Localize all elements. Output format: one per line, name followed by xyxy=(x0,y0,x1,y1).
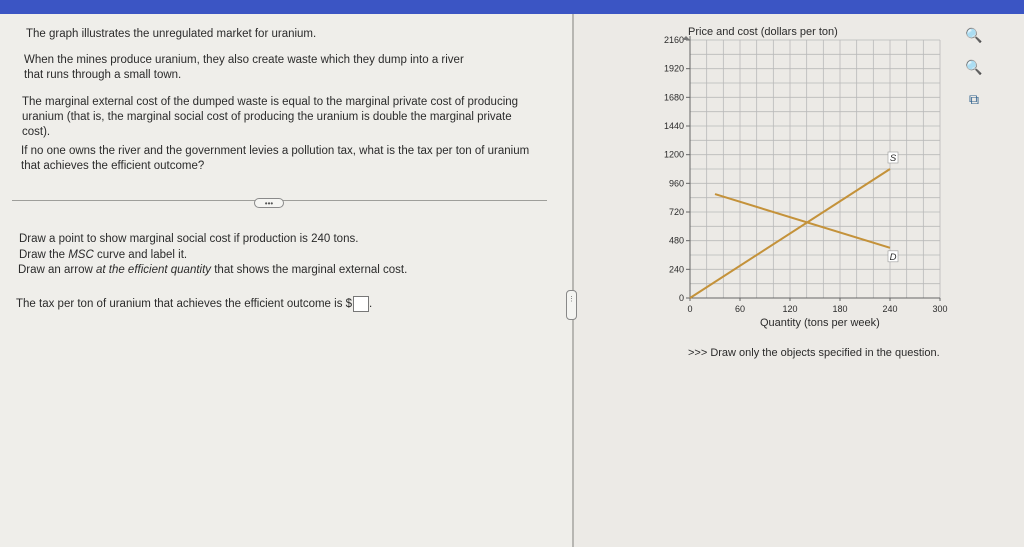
y-tick-label: 480 xyxy=(668,235,684,246)
tax-answer-input[interactable] xyxy=(353,296,369,312)
instruction-3: Draw an arrow at the efficient quantity that shows the marginal external cost. xyxy=(18,264,408,276)
external-link-icon[interactable]: ⧉ xyxy=(969,91,979,107)
x-tick-label: 300 xyxy=(932,304,948,314)
question-para-2: The marginal external cost of the dumped waste is equal to the marginal private cost of producing uranium (that is, the marginal social cost of producing the uranium is double the marginal private cost). xyxy=(22,96,519,138)
instruction-2: Draw the MSC curve and label it. xyxy=(19,249,188,261)
y-tick-label: 1680 xyxy=(663,92,684,103)
x-tick-label: 120 xyxy=(782,304,798,314)
question-panel xyxy=(0,14,572,547)
instruction-note: >>> Draw only the objects specified in the question. xyxy=(688,347,940,359)
y-tick-label: 1200 xyxy=(663,149,684,160)
y-tick-label: 720 xyxy=(668,207,684,217)
x-axis-label: Quantity (tons per week) xyxy=(760,317,880,329)
question-intro: The graph illustrates the unregulated market for uranium. xyxy=(26,28,317,40)
x-tick-label: 180 xyxy=(832,304,848,314)
x-tick-label: 0 xyxy=(687,304,693,314)
x-tick-label: 60 xyxy=(734,304,746,314)
curve-label-d: D xyxy=(889,251,897,263)
y-tick-label: 0 xyxy=(678,293,684,303)
zoom-in-icon[interactable]: 🔍 xyxy=(965,27,983,43)
expand-more-button[interactable]: ••• xyxy=(254,198,284,208)
y-tick-label: 960 xyxy=(668,178,684,189)
x-tick-label: 240 xyxy=(882,304,898,314)
y-tick-label: 1440 xyxy=(663,121,684,131)
question-para-1: When the mines produce uranium, they also create waste which they dump into a river that runs through a small town. xyxy=(24,54,464,81)
zoom-out-icon[interactable]: 🔍 xyxy=(965,59,983,75)
resize-handle[interactable]: ⋮ xyxy=(566,290,577,320)
question-para-3: If no one owns the river and the government levies a pollution tax, what is the tax per ton of uranium that achieves the efficient outcome? xyxy=(21,145,530,172)
y-axis-label: Price and cost (dollars per ton) xyxy=(688,26,838,38)
supply-demand-graph[interactable] xyxy=(574,14,1024,344)
instruction-1: Draw a point to show marginal social cost if production is 240 tons. xyxy=(19,233,359,245)
x-axis-ticks xyxy=(687,298,947,314)
top-bar xyxy=(0,0,1024,14)
y-tick-label: 240 xyxy=(668,264,684,275)
y-tick-label: 2160 xyxy=(663,35,684,45)
y-tick-label: 1920 xyxy=(663,63,684,74)
curve-label-s: S xyxy=(889,153,897,164)
chart-series xyxy=(690,152,898,298)
curve-d xyxy=(715,194,890,248)
chart-grid xyxy=(690,36,940,298)
answer-prompt: The tax per ton of uranium that achieves the efficient outcome is $ . xyxy=(16,296,546,312)
y-axis-ticks xyxy=(664,35,690,303)
